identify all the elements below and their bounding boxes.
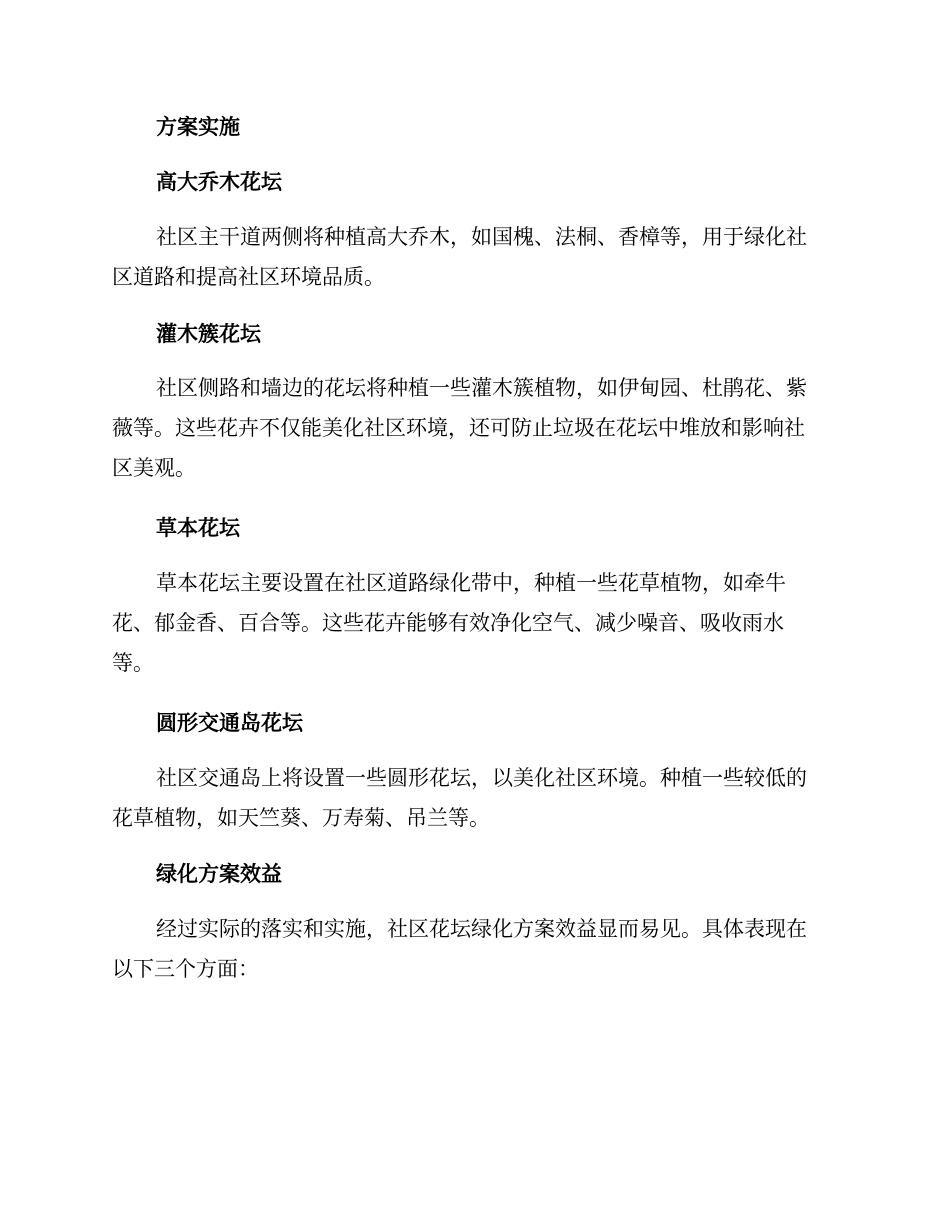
paragraph-shrub-bed bbox=[112, 368, 832, 488]
heading-herb-bed: 草本花坛 bbox=[156, 516, 240, 540]
heading-greening-benefits: 绿化方案效益 bbox=[156, 862, 282, 886]
heading-plan-implementation: 方案实施 bbox=[156, 115, 240, 139]
paragraph-herb-bed bbox=[112, 563, 832, 683]
paragraph-line: 草本花坛主要设置在社区道路绿化带中，种植一些花草植物，如牵牛 bbox=[156, 571, 786, 595]
paragraph-line: 社区交通岛上将设置一些圆形花坛，以美化社区环境。种植一些较低的 bbox=[156, 766, 807, 790]
paragraph-line: 区道路和提高社区环境品质。 bbox=[112, 265, 385, 289]
paragraph-line: 等。 bbox=[112, 651, 154, 675]
paragraph-line: 薇等。这些花卉不仅能美化社区环境，还可防止垃圾在花坛中堆放和影响社 bbox=[112, 416, 805, 440]
paragraph-line: 经过实际的落实和实施，社区花坛绿化方案效益显而易见。具体表现在 bbox=[156, 917, 807, 941]
paragraph-line: 社区侧路和墙边的花坛将种植一些灌木簇植物，如伊甸园、杜鹃花、紫 bbox=[156, 376, 807, 400]
paragraph-tall-tree-bed bbox=[112, 217, 832, 297]
paragraph-line: 区美观。 bbox=[112, 456, 196, 480]
heading-round-island-bed: 圆形交通岛花坛 bbox=[156, 711, 303, 735]
paragraph-line: 花草植物，如天竺葵、万寿菊、吊兰等。 bbox=[112, 806, 490, 830]
paragraph-greening-benefits bbox=[112, 909, 832, 989]
paragraph-line: 花、郁金香、百合等。这些花卉能够有效净化空气、减少噪音、吸收雨水 bbox=[112, 611, 784, 635]
heading-tall-tree-bed: 高大乔木花坛 bbox=[156, 170, 282, 194]
paragraph-line: 以下三个方面： bbox=[112, 957, 259, 981]
paragraph-line: 社区主干道两侧将种植高大乔木，如国槐、法桐、香樟等，用于绿化社 bbox=[156, 225, 807, 249]
paragraph-round-island-bed bbox=[112, 758, 832, 838]
heading-shrub-bed: 灌木簇花坛 bbox=[156, 322, 261, 346]
